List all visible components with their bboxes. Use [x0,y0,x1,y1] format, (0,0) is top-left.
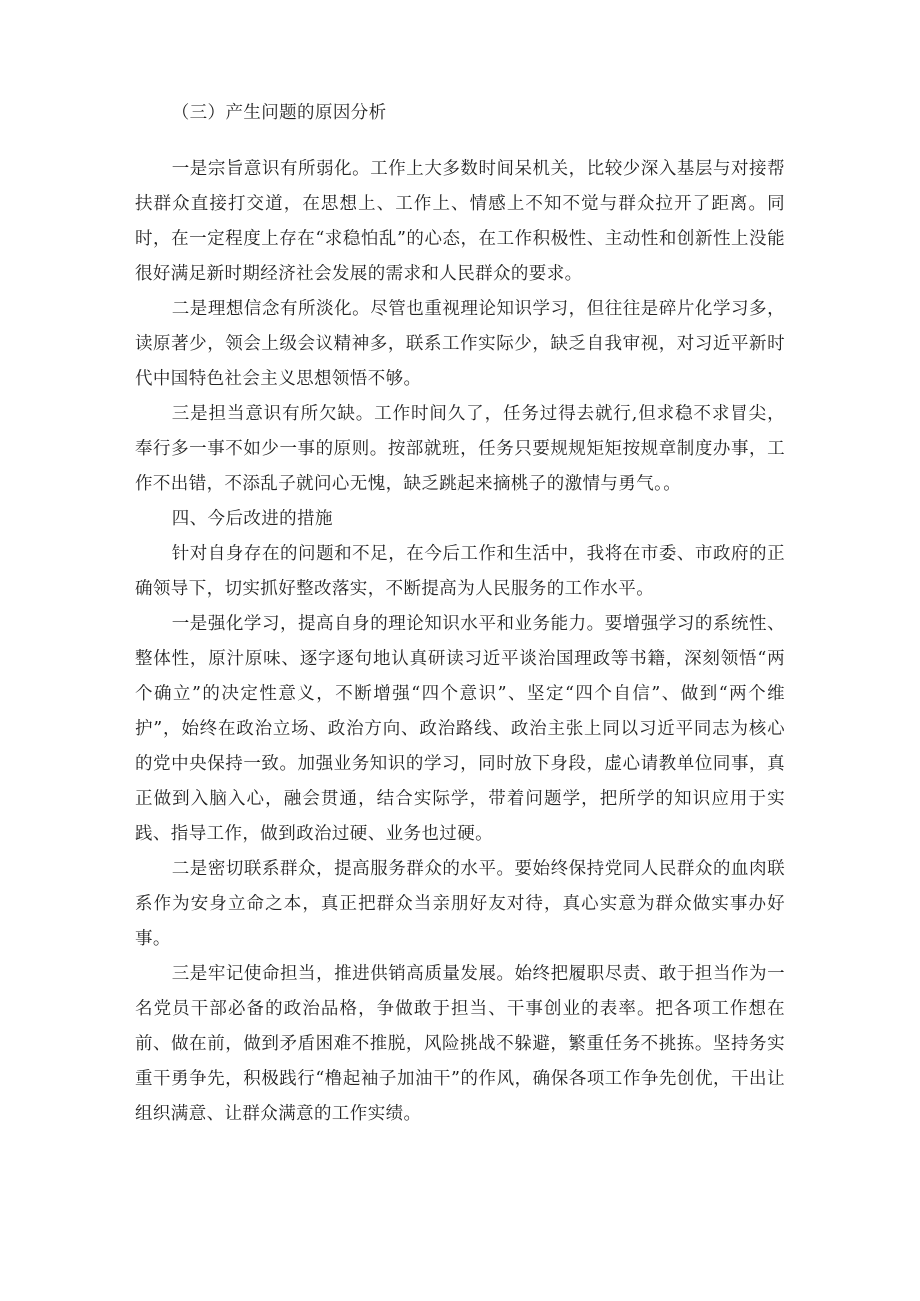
paragraph-contact-masses: 二是密切联系群众，提高服务群众的水平。要始终保持党同人民群众的血肉联系作为安身立命之本，真正把群众当亲朋好友对待，真心实意为群众做实事办好事。 [135,859,785,949]
section-heading-measures: 四、今后改进的措施 [171,509,333,529]
paragraph-strengthen-learning: 一是强化学习，提高自身的理论知识水平和业务能力。要增强学习的系统性、整体性，原汁原味、逐字逐句地认真研读习近平谈治国理政等书籍，深刻领悟“两个确立”的决定性意义，不断增强“四个意识”、坚定“四个自信”、做到“两个维护”，始终在政治立场、政治方向、政治路线、政治主张上同以习近平同志为核心的党中央保持一致。加强业务知识的学习，同时放下身段，虚心请教单位同事，真正做到入脑入心，融会贯通，结合实际学，带着问题学，把所学的知识应用于实践、指导工作，做到政治过硬、业务也过硬。 [135,614,785,844]
paragraph-measures-intro: 针对自身存在的问题和不足，在今后工作和生活中，我将在市委、市政府的正确领导下，切实抓好整改落实，不断提高为人民服务的工作水平。 [135,544,785,599]
document-body [135,96,785,1132]
paragraph-mission-responsibility: 三是牢记使命担当，推进供销高质量发展。始终把履职尽责、敢于担当作为一名党员干部必备的政治品格，争做敢于担当、干事创业的表率。把各项工作想在前、做在前，做到矛盾困难不推脱，风险挑战不躲避，繁重任务不挑拣。坚持务实重干勇争先，积极践行“橹起袖子加油干”的作风，确保各项工作争先创优，干出让组织满意、让群众满意的工作实绩。 [135,964,785,1124]
paragraph-responsibility: 三是担当意识有所欠缺。工作时间久了，任务过得去就行,但求稳不求冒尖，奉行多一事不如少一事的原则。按部就班，任务只要规规矩矩按规章制度办事，工作不出错，不添乱子就问心无愧，缺乏跳起来摘桃子的激情与勇气。。 [135,404,785,494]
paragraph-purpose-awareness: 一是宗旨意识有所弱化。工作上大多数时间呆机关，比较少深入基层与对接帮扶群众直接打交道，在思想上、工作上、情感上不知不觉与群众拉开了距离。同时，在一定程度上存在“求稳怕乱”的心态，在工作积极性、主动性和创新性上没能很好满足新时期经济社会发展的需求和人民群众的要求。 [135,159,785,284]
paragraph-ideals-beliefs: 二是理想信念有所淡化。尽管也重视理论知识学习，但往往是碎片化学习多，读原著少，领会上级会议精神多，联系工作实际少，缺乏自我审视，对习近平新时代中国特色社会主义思想领悟不够。 [135,299,785,389]
section-heading-causes: （三）产生问题的原因分析 [171,103,387,123]
